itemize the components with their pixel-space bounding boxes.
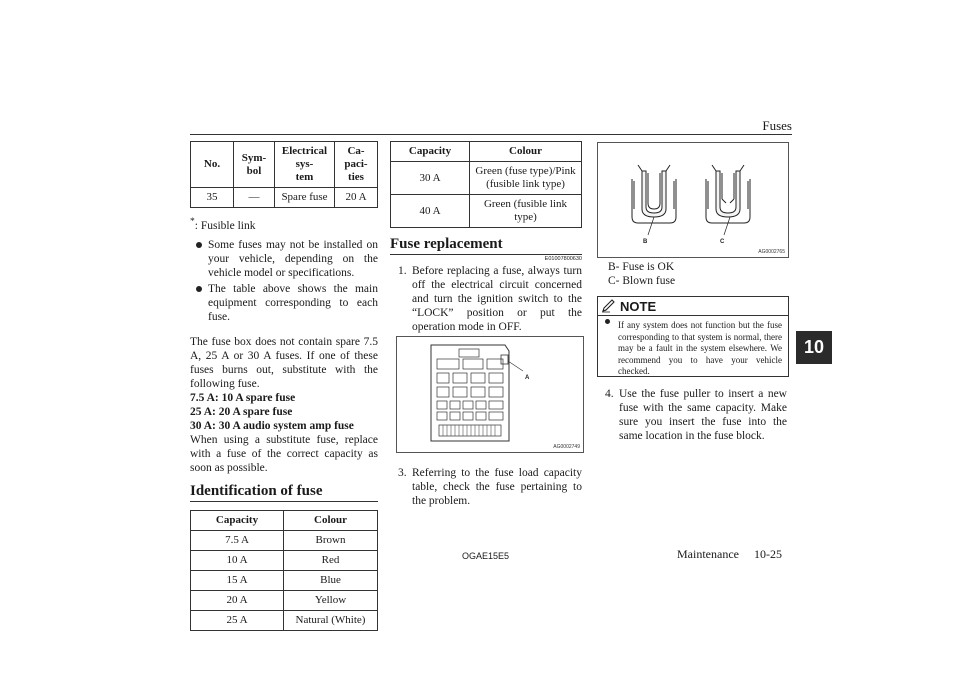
note-body [598,316,788,384]
table-row [191,610,378,630]
note-header [598,297,788,316]
cell: Spare fuse [275,188,335,208]
cell: 35 [191,188,234,208]
step-number: 4. [605,388,614,400]
list-item [390,264,582,334]
th-colour: Colour [470,142,582,162]
step-text: Before replacing a fuse, always turn off the electrical circuit concerned and turn the ignition switch to the “LOCK” position or put the operation mode in OFF. [412,265,582,333]
th-capacity: Capacity [391,142,470,162]
fuse-box-figure [396,336,584,453]
bullet-icon [196,286,202,292]
bullet-text: Some fuses may not be installed on your vehicle, depending on the vehicle model or specifications. [208,238,378,279]
cell: 7.5 A [191,530,284,550]
table-row [191,530,378,550]
step-number: 1. [398,265,407,277]
cell: 20 A [335,188,378,208]
bullet-icon [196,242,202,248]
cell: Natural (White) [284,610,378,630]
th-system: Electrical sys- tem [275,142,335,188]
colour-table [190,510,378,631]
figure-legend [608,260,675,288]
step-text: Use the fuse puller to insert a new fuse with the same capacity. Make sure you insert the fuse into the same location in the fuse block. [619,388,787,442]
fuse-condition-figure [597,142,789,258]
footnote-mark: * [190,216,195,227]
th-no: No. [191,142,234,188]
cell: 10 A [191,550,284,570]
fuse-table [190,141,378,208]
note-text: If any system does not function but the fuse corresponding to that system is normal, there may be a fault in the system elsewhere. We recommend you to have your vehicle checked. [618,320,782,376]
spare-item: 25 A: 20 A spare fuse [190,405,293,418]
note-title: NOTE [620,298,657,314]
legend-item-c: C- Blown fuse [608,275,676,287]
section-rule [390,254,582,255]
spare-item: 30 A: 30 A audio system amp fuse [190,419,354,432]
step-4-block [597,387,787,443]
table-row [191,570,378,590]
note-pencil-icon [600,298,618,314]
cell: Red [284,550,378,570]
cell: 25 A [191,610,284,630]
cell: Green (fusible link type) [470,195,582,228]
chapter-tab: 10 [796,331,832,364]
cell: 15 A [191,570,284,590]
cell: — [234,188,275,208]
th-symbol: Sym- bol [234,142,275,188]
cell: Blue [284,570,378,590]
step-3-block [390,466,582,508]
list-item [190,238,378,280]
table-row [191,550,378,570]
steps-list [597,387,787,443]
cell: 40 A [391,195,470,228]
spare-item: 7.5 A: 10 A spare fuse [190,391,296,404]
th-colour: Colour [284,510,378,530]
table-row [391,162,582,195]
label-c: C [720,239,725,245]
notes-list [190,238,378,324]
cell: Brown [284,530,378,550]
table-row [191,590,378,610]
step-number: 3. [398,467,407,479]
list-item [190,282,378,324]
figure-code: AG0002765 [758,249,785,255]
page-header-title: Fuses [762,118,792,133]
section-heading-replacement: Fuse replacement [390,236,503,252]
fuse-box-illustration [397,337,583,452]
fusible-colour-table [390,141,582,228]
label-a: A [525,375,530,381]
substitute-paragraph: When using a substitute fuse, replace with a fuse of the correct capacity as soon as possible. [190,433,378,474]
steps-list [390,466,582,508]
step-text: Referring to the fuse load capacity table, check the fuse pertaining to the problem. [412,467,582,507]
note-box [597,296,789,377]
header-rule [190,134,792,135]
list-item [390,466,582,508]
spare-paragraph: The fuse box does not contain spare 7.5 A, 25 A or 30 A fuses. If one of these fuses burns out, substitute with the following fuse. [190,335,378,390]
list-item [597,387,787,443]
column-left [190,141,378,631]
footer-page-number: 10-25 [754,547,782,561]
table-row [391,195,582,228]
label-b: B [643,239,648,245]
table-row [191,188,378,208]
footnote-text: : Fusible link [194,219,256,232]
cell: Yellow [284,590,378,610]
figure-code: AG0002749 [553,444,580,450]
footer-section: Maintenance [677,547,739,561]
bullet-text: The table above shows the main equipment corresponding to each fuse. [208,282,378,323]
th-capacity: Ca- paci- ties [335,142,378,188]
legend-item-b: B- Fuse is OK [608,261,675,273]
footnote [190,215,378,233]
section-rule [190,501,378,502]
fuse-condition-illustration [598,143,788,257]
cell: Green (fuse type)/Pink (fusible link type) [470,162,582,195]
footer-code: OGAE15E5 [462,551,510,561]
section-heading-identification: Identification of fuse [190,482,323,499]
section-code: E01007800630 [544,256,582,262]
cell: 30 A [391,162,470,195]
bullet-icon [605,319,610,324]
th-capacity: Capacity [191,510,284,530]
cell: 20 A [191,590,284,610]
